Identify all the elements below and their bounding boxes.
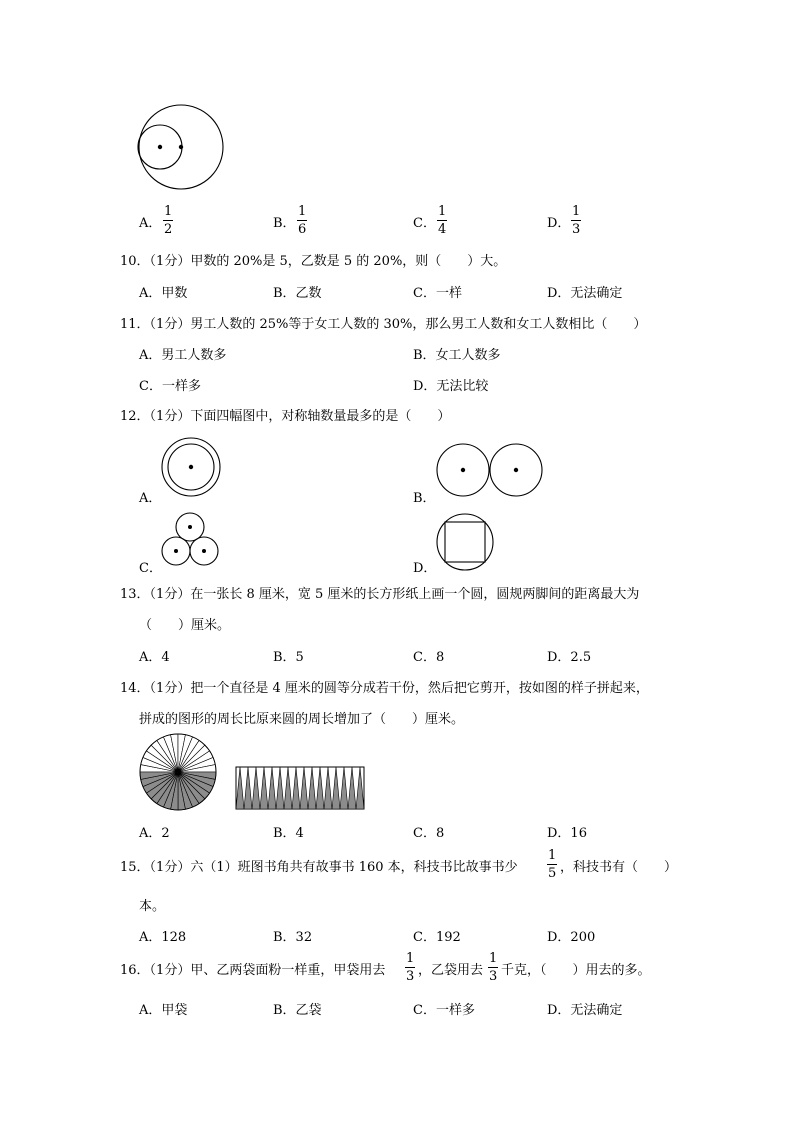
- q14-option-b: B．4: [273, 826, 304, 841]
- q13-option-a: A．4: [139, 650, 170, 665]
- q10-option-a: A．甲数: [139, 286, 188, 301]
- fraction-denominator: 5: [548, 866, 557, 881]
- fraction-denominator: 3: [489, 969, 498, 984]
- q16-option-c: C．一样多: [413, 1003, 475, 1018]
- q12-option-d-square-in-circle-figure: [435, 512, 495, 572]
- q16-option-b: B．乙袋: [273, 1003, 322, 1018]
- fraction-numerator: 1: [438, 204, 447, 219]
- q14-option-d: D．16: [547, 826, 587, 841]
- q16-stem-part2: ，乙袋用去: [418, 963, 484, 978]
- q12-option-b-two-circles-figure: [436, 443, 546, 499]
- q13-option-b: B．5: [273, 650, 304, 665]
- q15-option-a: A．128: [139, 930, 187, 945]
- q15-option-c: C．192: [413, 930, 461, 945]
- q14-option-c: C．8: [413, 826, 445, 841]
- q15-stem-line2: 本。: [139, 899, 166, 914]
- q14-rearranged-strip-figure: [236, 767, 366, 811]
- q15-stem-before: 15．（1分）六（1）班图书角共有故事书 160 本，科技书比故事书少: [120, 860, 518, 875]
- fraction-numerator: 1: [548, 848, 557, 863]
- q16-stem-part3: 千克，（ ）用去的多。: [501, 963, 651, 978]
- fraction-numerator: 1: [164, 204, 173, 219]
- q10-option-d: D．无法确定: [547, 286, 623, 301]
- q10-option-c: C．一样: [413, 286, 462, 301]
- q12-option-a-label: A．: [139, 491, 162, 506]
- q9-option-d-letter: D．: [547, 216, 571, 231]
- q14-stem-line2: 拼成的图形的周长比原来圆的周长增加了（ ）厘米。: [139, 712, 465, 727]
- q12-option-c-label: C．: [139, 561, 162, 576]
- q12-option-b-label: B．: [413, 491, 436, 506]
- q12-stem: 12．（1分）下面四幅图中，对称轴数量最多的是（ ）: [120, 409, 451, 424]
- q9-option-a-letter: A．: [139, 216, 162, 231]
- fraction-numerator: 1: [406, 951, 415, 966]
- q9-option-c-fraction: [437, 205, 447, 236]
- q11-option-a: A．男工人数多: [139, 348, 227, 363]
- fraction-denominator: 4: [438, 222, 447, 237]
- fraction-numerator: 1: [298, 204, 307, 219]
- q11-option-b: B．女工人数多: [413, 348, 501, 363]
- q15-stem-fraction: [547, 849, 557, 880]
- q13-option-d: D．2.5: [547, 650, 592, 665]
- q16-stem-part1: 16．（1分）甲、乙两袋面粉一样重，甲袋用去: [120, 963, 386, 978]
- q9-option-b-letter: B．: [273, 216, 296, 231]
- q12-option-a-concentric-circles-figure: [161, 437, 221, 497]
- q16-stem-fraction-2: [488, 952, 498, 983]
- fraction-numerator: 1: [489, 951, 498, 966]
- fraction-denominator: 3: [406, 969, 415, 984]
- q13-stem-line2: （ ）厘米。: [139, 618, 231, 633]
- q9-option-b-fraction: [297, 205, 307, 236]
- q9-option-c-letter: C．: [413, 216, 436, 231]
- q16-stem-fraction-1: [405, 952, 415, 983]
- fraction-numerator: 1: [572, 204, 581, 219]
- q15-stem-after: ，科技书有（ ）: [560, 860, 678, 875]
- q10-option-b: B．乙数: [273, 286, 322, 301]
- q14-option-a: A．2: [139, 826, 170, 841]
- q14-stem-line1: 14．（1分）把一个直径是 4 厘米的圆等分成若干份，然后把它剪开，按如图的样子拼起来，: [120, 681, 649, 696]
- q10-stem: 10．（1分）甲数的 20%是 5，乙数是 5 的 20%，则（ ）大。: [120, 254, 507, 269]
- q9-circles-figure: [137, 104, 227, 194]
- q16-option-d: D．无法确定: [547, 1003, 623, 1018]
- q11-option-d: D．无法比较: [413, 379, 489, 394]
- fraction-denominator: 3: [572, 222, 581, 237]
- q15-option-b: B．32: [273, 930, 313, 945]
- q11-option-c: C．一样多: [139, 379, 201, 394]
- q12-option-c-three-circles-figure: [160, 511, 220, 569]
- fraction-denominator: 2: [164, 222, 173, 237]
- q9-option-a-fraction: [163, 205, 173, 236]
- fraction-denominator: 6: [298, 222, 307, 237]
- q13-option-c: C．8: [413, 650, 445, 665]
- q13-stem-line1: 13．（1分）在一张长 8 厘米，宽 5 厘米的长方形纸上画一个圆，圆规两脚间的距离最大为: [120, 587, 640, 602]
- q12-option-d-label: D．: [413, 561, 437, 576]
- q14-divided-circle-figure: [138, 732, 218, 812]
- q16-option-a: A．甲袋: [139, 1003, 188, 1018]
- q9-option-d-fraction: [571, 205, 581, 236]
- q11-stem: 11．（1分）男工人数的 25%等于女工人数的 30%，那么男工人数和女工人数相比（ ）: [120, 317, 647, 332]
- q15-option-d: D．200: [547, 930, 596, 945]
